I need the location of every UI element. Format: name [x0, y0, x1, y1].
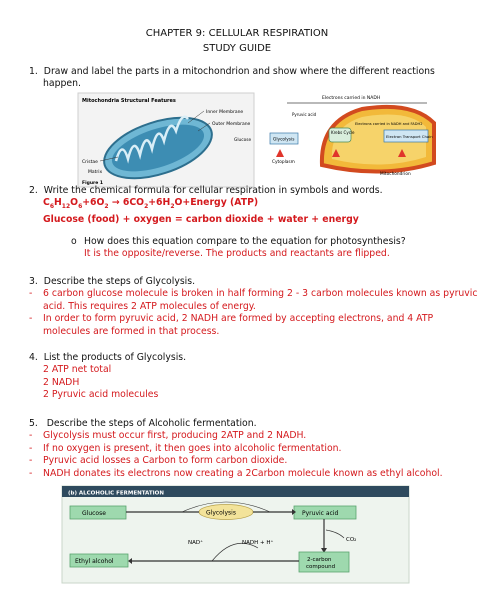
- fermentation-ethyl: Ethyl alcohol: [75, 558, 114, 565]
- q5-line-4: NADH donates its electrons now creating a 2Carbon molecule known as ethyl alcohol.: [43, 467, 443, 479]
- q1-text-cont: happen.: [43, 78, 81, 90]
- respiration-overview-figure: [234, 83, 442, 178]
- fermentation-glycolysis: Glycolysis: [206, 509, 236, 517]
- fig1-label-matrix: Matrix: [88, 170, 103, 175]
- q2-word-equation: Glucose (food) + oxygen = carbon dioxide + water + energy: [43, 213, 359, 225]
- q2-sub-question: How does this equation compare to the equation for photosynthesis?: [84, 236, 406, 248]
- fig2-pyruvic: Pyruvic acid: [292, 112, 317, 117]
- fig2-electrons-carried: Electrons carried in NADH and FADH2: [355, 122, 423, 126]
- q2-sub-answer: It is the opposite/reverse. The products and reactants are flipped.: [84, 248, 390, 260]
- fig2-etc: Electron Transport Chain: [386, 134, 433, 139]
- question-2: [29, 185, 465, 261]
- q2-number: 2.: [29, 185, 38, 196]
- q5-text: Describe the steps of Alcoholic fermentation.: [46, 418, 257, 429]
- q5-dash-4: -: [29, 467, 33, 479]
- fermentation-2carbon: 2-carbon: [307, 557, 332, 563]
- q1-text: Draw and label the parts in a mitochondrion and show where the different reactions: [43, 66, 435, 77]
- fig1-label-cristae: Cristae: [82, 160, 98, 165]
- fig2-top-label: Electrons carried in NADH: [322, 96, 381, 101]
- q4-number: 4.: [29, 352, 38, 363]
- chapter-title: CHAPTER 9: CELLULAR RESPIRATION: [145, 28, 329, 39]
- fig1-title: Mitochondria Structural Features: [82, 98, 176, 104]
- fig1-label-outer: Outer Membrane: [212, 122, 251, 127]
- fermentation-fig-title: (b) ALCOHOLIC FERMENTATION: [68, 490, 164, 497]
- q1-number: 1.: [29, 66, 38, 77]
- q5-line-2: If no oxygen is present, it then goes into alcoholic fermentation.: [43, 442, 342, 454]
- q4-item-2: 2 NADH: [43, 376, 80, 388]
- q5-number: 5.: [29, 418, 38, 429]
- q3-line-2: acid. This requires 2 ATP molecules of energy.: [43, 300, 256, 312]
- fig2-glucose: Glucose: [234, 138, 252, 143]
- fermentation-co2: CO₂: [346, 537, 357, 543]
- q3-text: Describe the steps of Glycolysis.: [43, 276, 196, 287]
- mitochondria-figure: [78, 93, 254, 187]
- fig2-krebs: Krebs Cycle: [331, 130, 355, 135]
- q4-text: List the products of Glycolysis.: [43, 352, 187, 363]
- q2-formula: $C_6H_{12}O_6+6O_2$ → $6CO_2+6H_2O+Energy$ (ATP): [43, 197, 259, 211]
- q3-number: 3.: [29, 276, 38, 287]
- fig2-cytoplasm: Cytoplasm: [272, 160, 295, 165]
- question-3: [29, 276, 477, 338]
- fig1-label-inner: Inner Membrane: [206, 110, 244, 115]
- question-4: [29, 352, 465, 402]
- fig1-caption: Figure 1: [82, 181, 104, 186]
- fermentation-nadh: NADH + H⁺: [242, 540, 274, 546]
- q3-dash-1: -: [29, 288, 33, 300]
- fermentation-compound: compound: [306, 564, 336, 570]
- q5-line-1: Glycolysis must occur first, producing 2ATP and 2 NADH.: [43, 430, 307, 442]
- q4-item-1: 2 ATP net total: [43, 364, 112, 376]
- study-guide-subtitle: STUDY GUIDE: [202, 43, 272, 54]
- q4-item-3: 2 Pyruvic acid molecules: [43, 389, 159, 401]
- q5-dash-2: -: [29, 442, 33, 454]
- question-5: [29, 418, 465, 480]
- fermentation-nad: NAD⁺: [188, 540, 204, 546]
- q5-line-3: Pyruvic acid losses a Carbon to form carbon dioxide.: [43, 455, 288, 467]
- fig2-mitochondrion: Mitochondrion: [380, 172, 411, 177]
- fermentation-glucose: Glucose: [82, 510, 106, 517]
- q2-text: Write the chemical formula for cellular respiration in symbols and words.: [43, 185, 383, 196]
- q5-dash-3: -: [29, 455, 33, 467]
- q3-dash-2: -: [29, 313, 33, 325]
- fermentation-pyruvic: Pyruvic acid: [302, 510, 339, 517]
- alcoholic-fermentation-figure: [62, 486, 409, 583]
- q3-line-3: In order to form pyruvic acid, 2 NADH are formed by accepting electrons, and 4 ATP: [43, 313, 434, 325]
- fig2-glycolysis: Glycolysis: [273, 137, 295, 143]
- q3-line-1: 6 carbon glucose molecule is broken in half forming 2 - 3 carbon molecules known as pyruvic: [43, 288, 477, 300]
- q3-line-4: molecules are formed in that process.: [43, 325, 220, 337]
- q2-sub-bullet: o: [71, 236, 77, 248]
- q5-dash-1: -: [29, 430, 33, 442]
